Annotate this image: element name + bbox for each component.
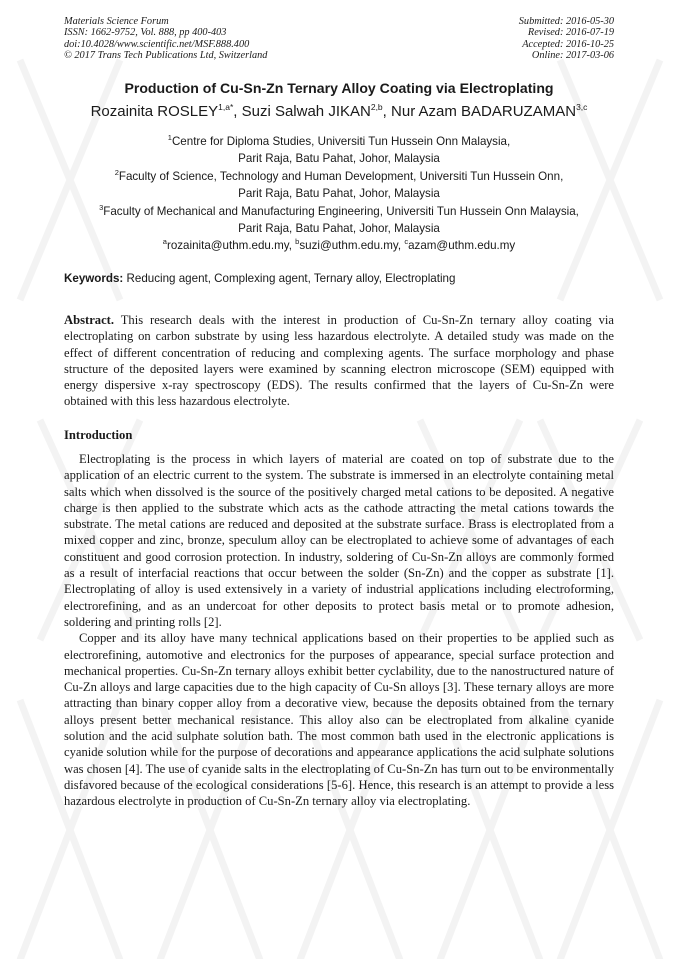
revised-date: Revised: 2016-07-19 xyxy=(527,27,614,39)
email-address[interactable]: azam@uthm.edu.my xyxy=(408,238,516,252)
affiliation-superscript: 3 xyxy=(99,203,104,212)
issn-line: ISSN: 1662-9752, Vol. 888, pp 400-403 xyxy=(64,27,227,39)
author-superscript: 2,b xyxy=(370,102,383,112)
author-name: Suzi Salwah JIKAN xyxy=(241,103,371,120)
abstract-label: Abstract. xyxy=(64,313,115,327)
email-superscript: a xyxy=(162,237,167,246)
online-date: Online: 2017-03-06 xyxy=(531,49,614,61)
affiliation-line: Parit Raja, Batu Pahat, Johor, Malaysia xyxy=(238,222,440,236)
doi-line: doi:10.4028/www.scientific.net/MSF.888.400 xyxy=(64,38,250,50)
abstract-text: This research deals with the interest in production of Cu-Sn-Zn ternary alloy coating via electroplating on carbon substrate by using less hazardous electrolyte. A detailed study was made on the effect of different concentration of reducing and complexing agents. The surface morphology and phase structure of the deposited layers were examined by scanning electron microscope (SEM) equipped with energy dispersive x-ray spectroscopy (EDS). The results confirmed that the layers of Cu-Sn-Zn were obtained with this less hazardous electrolyte. xyxy=(64,313,614,409)
email-address[interactable]: rozainita@uthm.edu.my xyxy=(166,238,289,252)
keywords-text: Reducing agent, Complexing agent, Ternary alloy, Electroplating xyxy=(126,272,456,285)
author-name: Rozainita ROSLEY xyxy=(90,103,219,120)
copyright-line: © 2017 Trans Tech Publications Ltd, Switzerland xyxy=(64,49,268,61)
submitted-date: Submitted: 2016-05-30 xyxy=(518,16,614,27)
keywords-label: Keywords: xyxy=(64,272,124,285)
author-superscript: 3,c xyxy=(576,102,588,112)
author-name: Nur Azam BADARUZAMAN xyxy=(391,103,577,120)
email-superscript: b xyxy=(295,237,300,246)
introduction-body xyxy=(64,451,614,810)
paper-title: Production of Cu-Sn-Zn Ternary Alloy Coating via Electroplating xyxy=(124,80,554,96)
affiliation-line: Parit Raja, Batu Pahat, Johor, Malaysia xyxy=(238,152,440,166)
email-list: $^a$rozainita@uthm.edu.my, $^b$suzi@uthm.edu.my, $^c$azam@uthm.edu.my xyxy=(162,237,516,252)
affiliation-superscript: 2 xyxy=(114,168,119,177)
publication-dates xyxy=(519,16,614,61)
journal-name: Materials Science Forum xyxy=(64,16,169,27)
affiliation-line: Faculty of Mechanical and Manufacturing Engineering, Universiti Tun Hussein Onn Malaysia, xyxy=(103,204,579,218)
affiliation-superscript: 1 xyxy=(167,133,172,142)
journal-info xyxy=(64,16,267,61)
abstract xyxy=(64,312,614,410)
affiliation xyxy=(0,129,678,168)
section-heading-introduction: Introduction xyxy=(64,428,133,442)
affiliation xyxy=(0,199,678,238)
email-address[interactable]: suzi@uthm.edu.my xyxy=(299,238,398,252)
author-superscript: 1,a* xyxy=(218,102,234,112)
affiliation-line: Faculty of Science, Technology and Human Development, Universiti Tun Hussein Onn, xyxy=(118,169,564,183)
paragraph: Copper and its alloy have many technical applications based on their properties to be applied such as electrorefining, automotive and electronics for the purposes of appearance, special surface protection and mechanical properties. Cu-Sn-Zn ternary alloys exhibit better cyclability, due to the nanostructured nature of Cu-Zn alloys and large capacities due to the high capacity of Cu-Sn alloys [3]. These ternary alloys are more attracting than binary copper alloy from a decorative view, because the deposits obtained from the ternary alloys present better mechanical resistance. This alloy also can be electroplated from alkaline cyanide solution and the acid sulphate solution bath. The most common bath used in the electronic applications is cyanide solution while for the purpose of decorations and appearance applications the acid sulphate solutions was chosen [4]. The use of cyanide salts in the electroplating of Cu-Sn-Zn has turn out to be environmentally disfavored because of the ecological considerations [5-6]. Hence, this research is an attempt to provide a less hazardous electrolyte in production of Cu-Sn-Zn ternary alloy via electroplating. xyxy=(64,631,614,809)
affiliation-line: Centre for Diploma Studies, Universiti Tun Hussein Onn Malaysia, xyxy=(171,134,511,148)
accepted-date: Accepted: 2016-10-25 xyxy=(522,38,614,50)
paragraph: Electroplating is the process in which layers of material are coated on top of substrate due to the application of an electric current to the system. The substrate is immersed in an electrolyte containing metal salts which when dissolved is the source of the positively charged metal cations to be deposited. A negative charge is then applied to the substrate which acts as the cathode attracting the metal cations towards the substrate. The metal cations are reduced and deposited at the substrate surface. Brass is electroplated from a mixed copper and zinc, bronze, speculum alloy can be electroplated to achieve some of advantages of each constituent and good corrosion protection. In industry, soldering of Cu-Sn-Zn alloys are commonly formed as a result of interfacial reactions that occur between the solder (Sn-Zn) and the copper as substrate [1]. Electroplating of alloy is used extensively in a variety of industrial applications including electroforming, electrorefining, and as an undercoat for other deposits to protect basis metal or to promote adhesion, soldering and printing rolls [2]. xyxy=(64,452,614,629)
keywords xyxy=(64,272,455,285)
affiliation xyxy=(0,164,678,203)
author-list: Rozainita $ROSLEY^{1,a*}$, Suzi Salwah JIKAN$^{2,b}$, Nur Azam BADARUZAMAN$^{3,c}$ xyxy=(90,102,588,120)
affiliation-line: Parit Raja, Batu Pahat, Johor, Malaysia xyxy=(238,187,440,201)
email-superscript: c xyxy=(404,237,409,246)
